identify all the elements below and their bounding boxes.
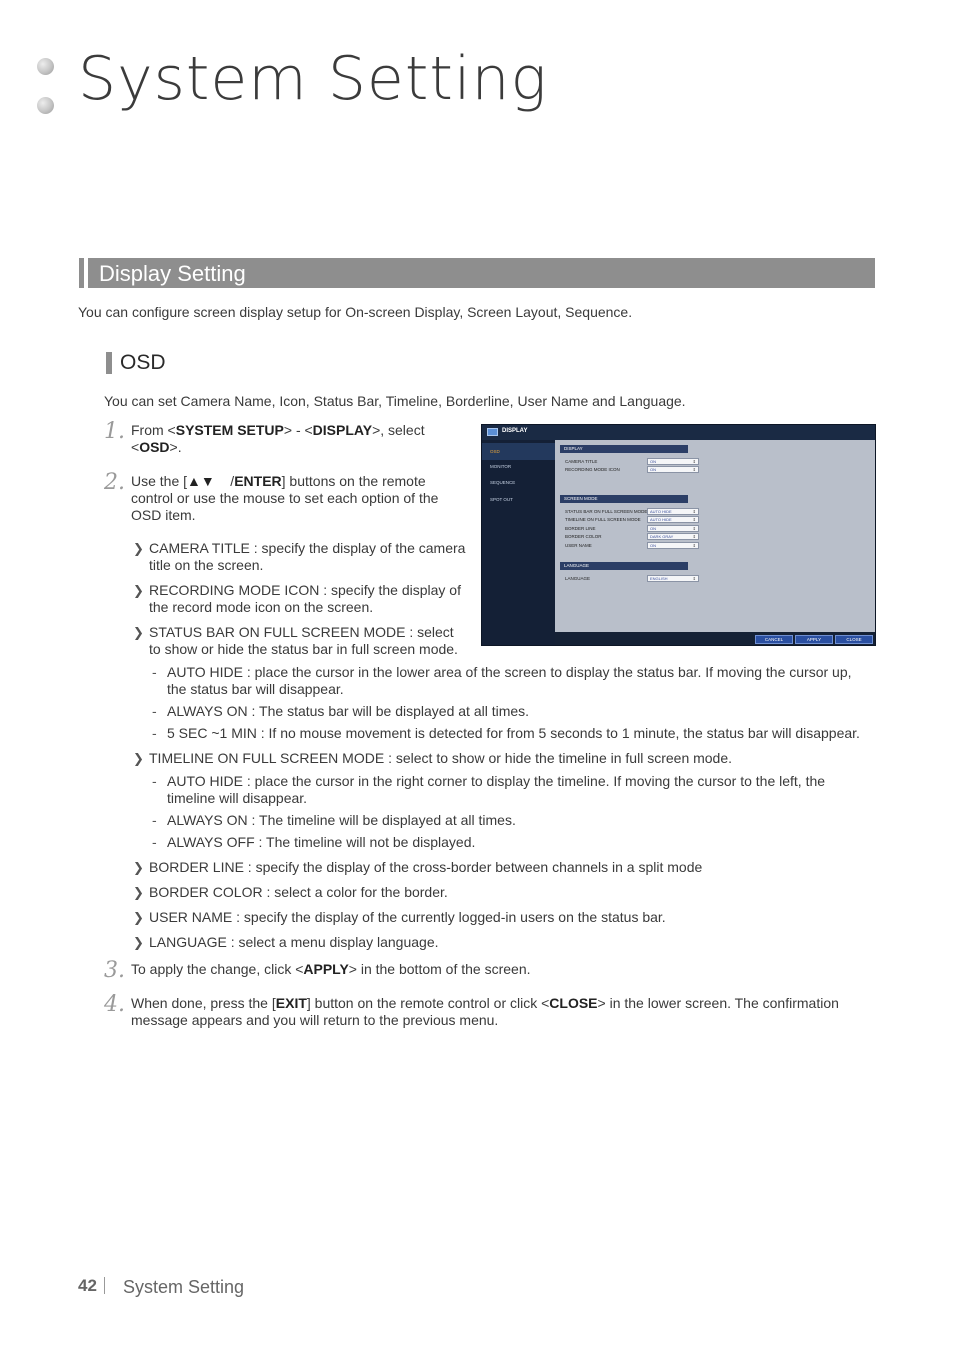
row-label: RECORDING MODE ICON [565,467,620,472]
step-1-text: From <SYSTEM SETUP> - <DISPLAY>, select <OSD>. [131,422,425,455]
chevron-right-icon: ❯ [133,541,144,556]
step-number: 4. [104,992,125,1017]
chevron-right-icon: ❯ [133,751,144,766]
option-item: RECORDING MODE ICON : specify the display of the record mode icon on the screen. [149,582,461,615]
menu-item-monitor[interactable]: MONITOR [490,464,512,469]
dash-marker: - [152,812,157,828]
page-number: 42 [78,1276,97,1295]
row-select[interactable]: AUTO HIDE ⇕ [647,516,699,523]
section-header [79,258,875,288]
option-item: USER NAME : specify the display of the currently logged-in users on the status bar. [149,909,666,925]
row-select[interactable]: ON ⇕ [647,542,699,549]
step-3-text: To apply the change, click <APPLY> in the bottom of the screen. [131,961,531,977]
close-button[interactable]: CLOSE [835,635,873,644]
section-marker [79,258,88,288]
screenshot-panel [555,440,876,632]
chevron-right-icon: ❯ [133,583,144,598]
subsection-title: OSD [120,351,166,374]
option-item: CAMERA TITLE : specify the display of the camera title on the screen. [149,540,466,573]
dash-marker: - [152,834,157,850]
row-label: BORDER LINE [565,526,596,531]
row-label: BORDER COLOR [565,534,602,539]
cancel-button[interactable]: CANCEL [755,635,793,644]
option-item: TIMELINE ON FULL SCREEN MODE : select to show or hide the timeline in full screen mode. [149,750,733,766]
sub-option-item: AUTO HIDE : place the cursor in the lower area of the screen to display the status bar. If moving the cursor up, the status bar will disappear. [167,664,852,697]
row-select[interactable]: ON ⇕ [647,525,699,532]
display-setup-screenshot [481,424,876,646]
row-label: LANGUAGE [565,576,591,581]
footer-section: System Setting [123,1277,245,1297]
dash-marker: - [152,725,157,741]
step-number: 1. [104,419,125,444]
dash-marker: - [152,773,157,789]
row-label: TIMELINE ON FULL SCREEN MODE [565,517,641,522]
screenshot-title: DISPLAY [502,428,528,434]
option-item: STATUS BAR ON FULL SCREEN MODE : select to show or hide the status bar in full screen mode. [149,624,458,657]
screenshot-menu [482,440,555,646]
option-item: BORDER LINE : specify the display of the cross-border between channels in a split mode [149,859,703,875]
subsection-intro: You can set Camera Name, Icon, Status Bar, Timeline, Borderline, User Name and Language. [104,393,686,409]
chevron-right-icon: ❯ [133,625,144,640]
bullet-dot-icon [37,58,54,75]
menu-item-spot-out[interactable]: SPOT OUT [490,497,513,502]
chevron-right-icon: ❯ [133,910,144,925]
dash-marker: - [152,664,157,680]
row-select[interactable]: DARK GRAY ⇕ [647,533,699,540]
sub-option-item: AUTO HIDE : place the cursor in the right corner to display the timeline. If moving the cursor to the left, the timeline will disappear. [167,773,826,806]
page-title: System Setting [78,44,548,114]
row-select[interactable]: AUTO HIDE ⇕ [647,508,699,515]
step-4-text: When done, press the [EXIT] button on the remote control or click <CLOSE> in the lower screen. The confirmation message appears and you will return to the previous menu. [131,995,839,1028]
row-label: STATUS BAR ON FULL SCREEN MODE [565,509,648,514]
sub-option-item: ALWAYS ON : The timeline will be displayed at all times. [167,812,516,828]
row-label: USER NAME [565,543,592,548]
panel-section-language: LANGUAGE [560,562,688,570]
sub-option-item: 5 SEC ~1 MIN : If no mouse movement is detected for from 5 seconds to 1 minute, the status bar will disappear. [167,725,860,741]
panel-section-display: DISPLAY [560,445,688,453]
bullet-dot-icon [37,97,54,114]
step-number: 2. [104,470,125,495]
section-title: Display Setting [99,261,246,286]
chevron-right-icon: ❯ [133,860,144,875]
option-item: LANGUAGE : select a menu display language. [149,934,439,950]
step-2-text: Use the [▲▼ /ENTER] buttons on the remote control or use the mouse to set each option of the OSD item. [131,473,439,523]
row-select[interactable]: ON ⇕ [647,458,699,465]
step-number: 3. [104,958,125,983]
row-select[interactable]: ON ⇕ [647,466,699,473]
section-intro: You can configure screen display setup for On-screen Display, Screen Layout, Sequence. [78,304,633,320]
row-label: CAMERA TITLE [565,459,598,464]
chevron-right-icon: ❯ [133,885,144,900]
chevron-right-icon: ❯ [133,935,144,950]
monitor-icon [487,428,498,436]
option-item: BORDER COLOR : select a color for the border. [149,884,448,900]
menu-item-sequence[interactable]: SEQUENCE [490,480,516,485]
arrow-keys-icon: ▲▼ [187,473,215,489]
sub-option-item: ALWAYS OFF : The timeline will not be displayed. [167,834,476,850]
row-select[interactable]: ENGLISH ⇕ [647,575,699,582]
apply-button[interactable]: APPLY [795,635,833,644]
sub-option-item: ALWAYS ON : The status bar will be displayed at all times. [167,703,530,719]
menu-item-osd[interactable]: OSD [482,443,555,460]
footer-divider [104,1277,105,1294]
panel-section-screen-mode: SCREEN MODE [560,495,688,503]
dash-marker: - [152,703,157,719]
screenshot-titlebar [482,425,875,440]
subsection-marker [106,352,112,374]
